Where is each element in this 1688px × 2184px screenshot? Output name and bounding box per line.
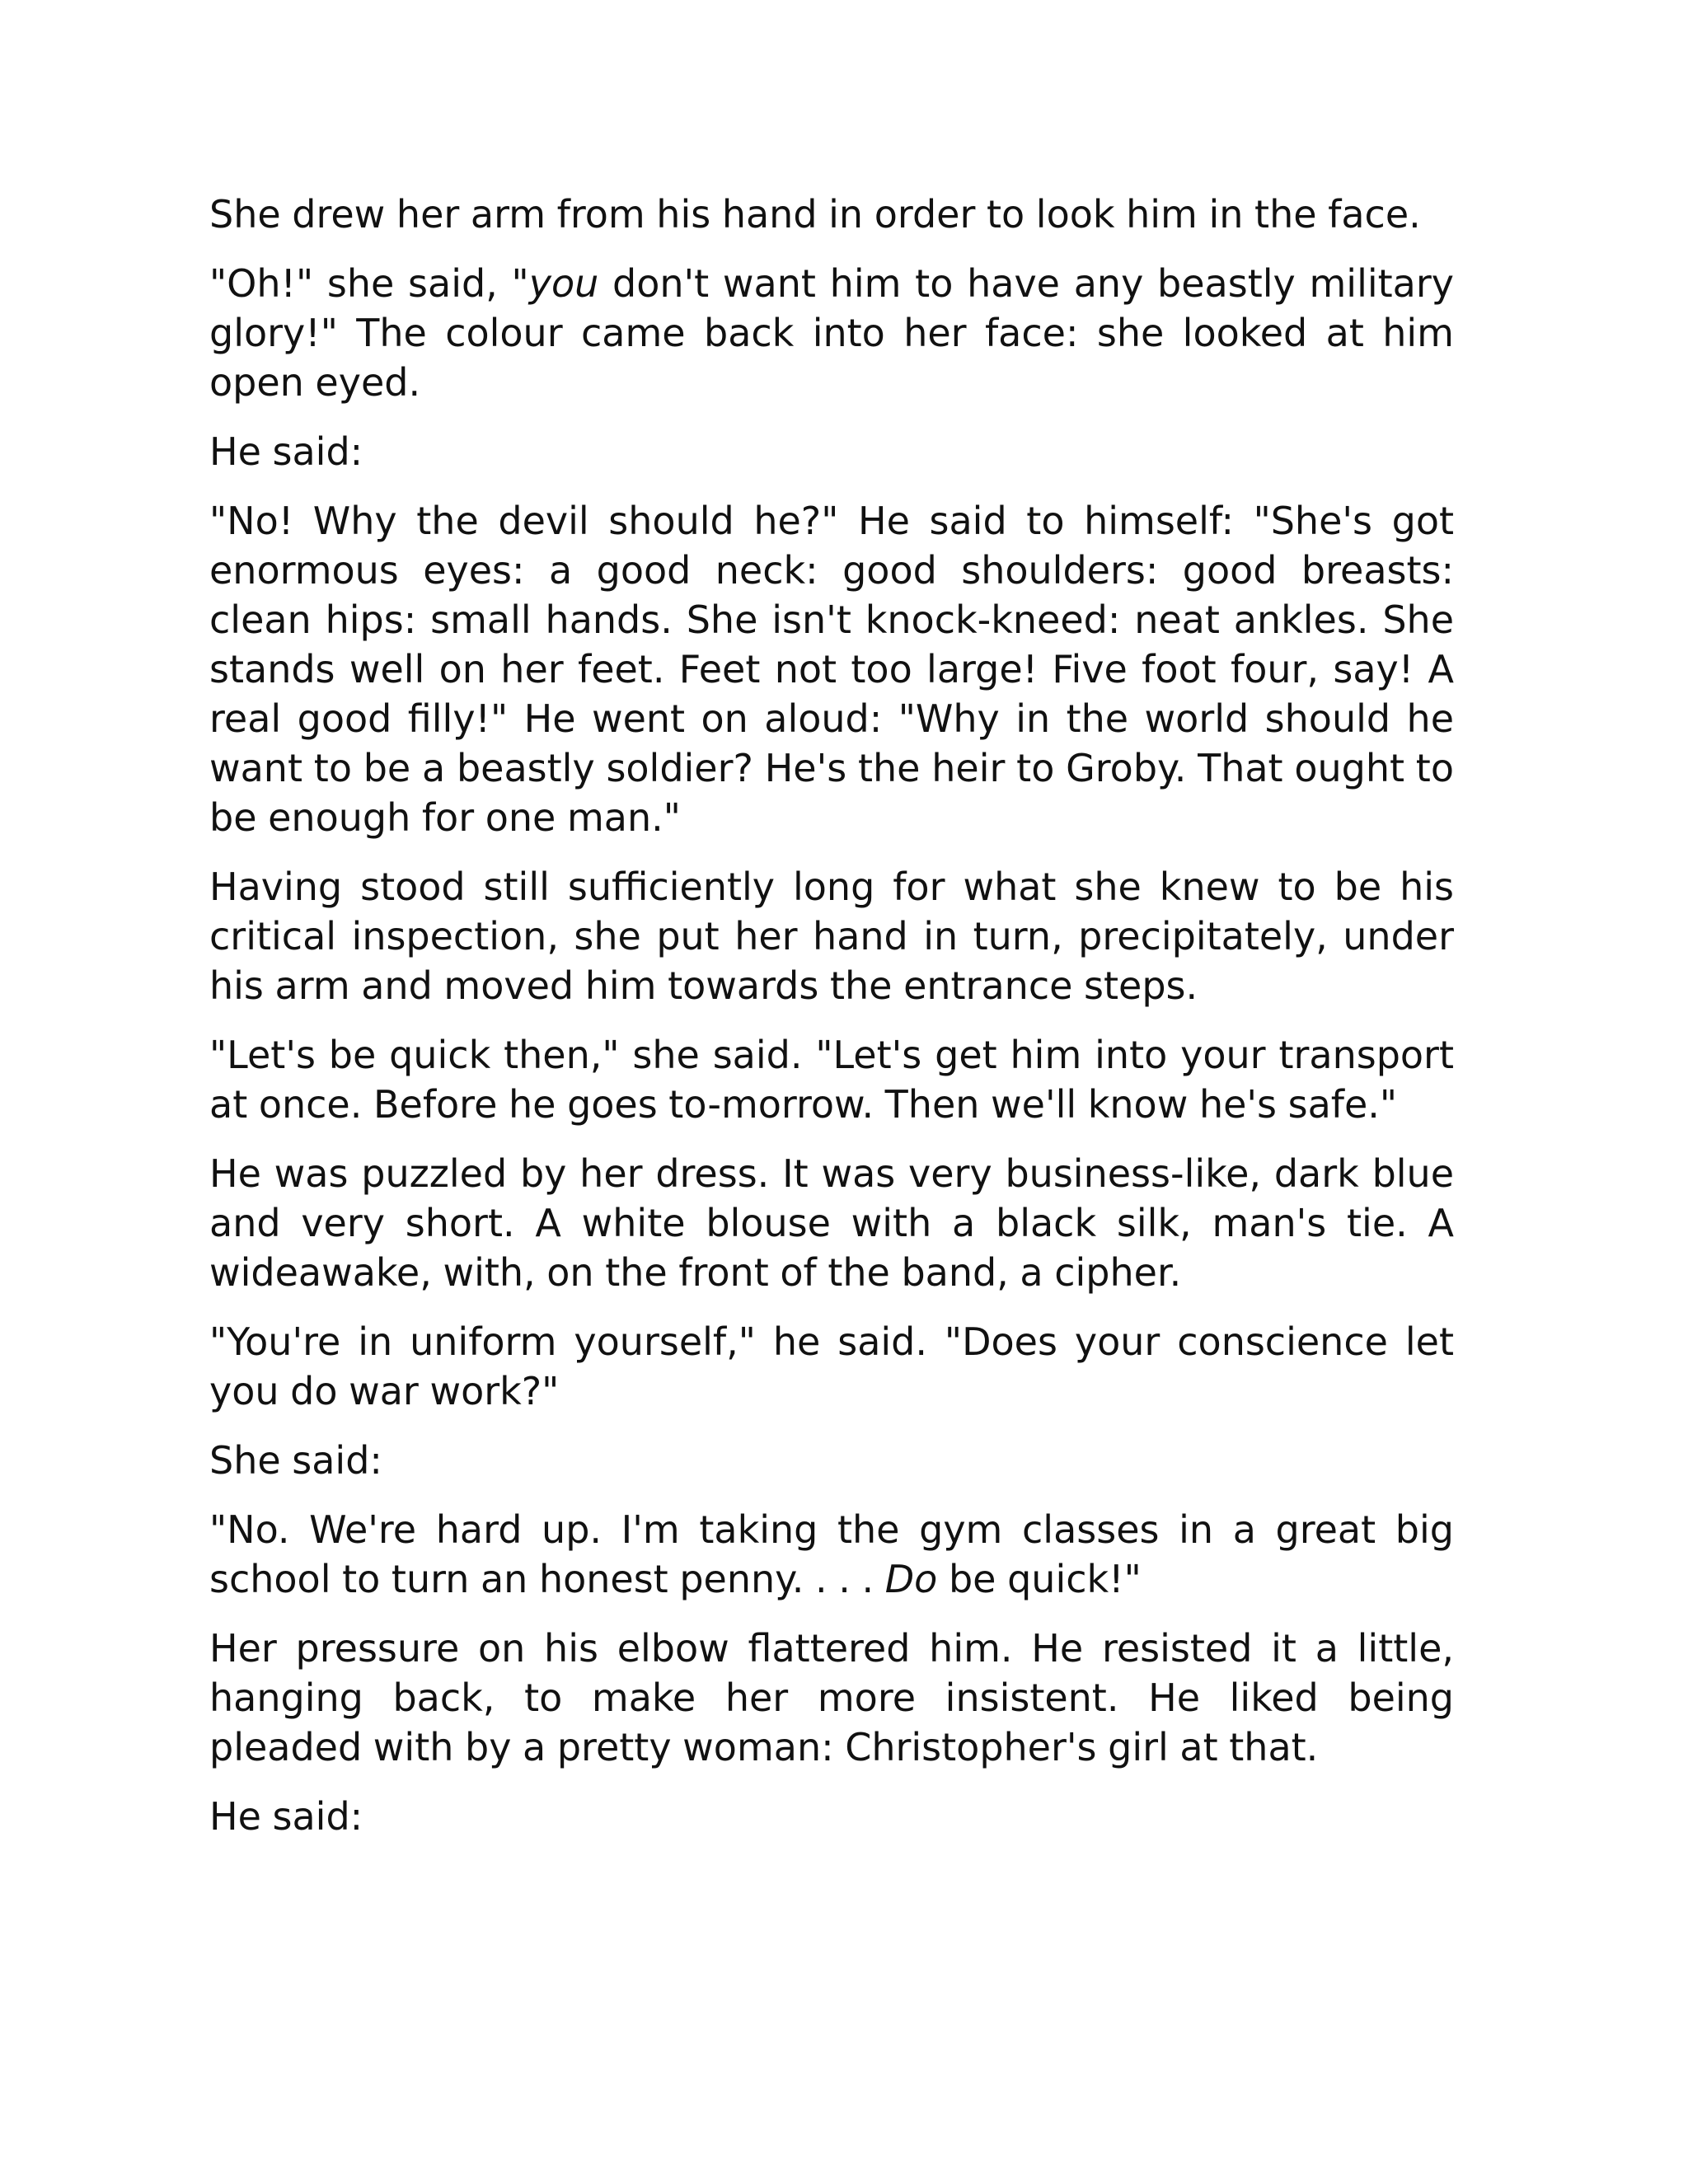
emphasis-text: you bbox=[528, 261, 599, 306]
paragraph bbox=[209, 1505, 1454, 1604]
paragraph-text: don't want him to have any beastly military glory!" The colour came back into her face: she looked at him open eyed. bbox=[209, 261, 1454, 405]
paragraph-text: She drew her arm from his hand in order to look him in the face. bbox=[209, 192, 1421, 237]
paragraph bbox=[209, 1149, 1454, 1297]
paragraph-text: be quick!" bbox=[937, 1557, 1142, 1601]
paragraph-text: "Let's be quick then," she said. "Let's get him into your transport at once. Before he goes to-morrow. Then we'll know he's safe." bbox=[209, 1033, 1454, 1127]
paragraph bbox=[209, 496, 1454, 842]
paragraph-text: He was puzzled by her dress. It was very business-like, dark blue and very short. A white blouse with a black silk, man's tie. A wideawake, with, on the front of the band, a cipher. bbox=[209, 1151, 1454, 1295]
paragraph bbox=[209, 1030, 1454, 1129]
paragraph bbox=[209, 1317, 1454, 1416]
paragraph bbox=[209, 427, 1454, 476]
body-text bbox=[209, 190, 1454, 1861]
paragraph-text: "You're in uniform yourself," he said. "Does your conscience let you do war work?" bbox=[209, 1319, 1454, 1413]
paragraph bbox=[209, 862, 1454, 1010]
paragraph bbox=[209, 259, 1454, 407]
paragraph-text: He said: bbox=[209, 429, 363, 474]
paragraph-text: Her pressure on his elbow flattered him. He resisted it a little, hanging back, to make her more insistent. He liked being pleaded with by a pretty woman: Christopher's girl at that. bbox=[209, 1626, 1454, 1769]
paragraph bbox=[209, 1792, 1454, 1841]
paragraph-text: "No! Why the devil should he?" He said to himself: "She's got enormous eyes: a good neck: good shoulders: good breasts: clean hips: small hands. She isn't knock-kneed: neat ankles. She stands well on her feet. Feet not too large! Five foot four, say! A real good filly!" He went on aloud: "Why in the world should he want to be a beastly soldier? He's the heir to Groby. That ought to be enough for one man." bbox=[209, 499, 1454, 840]
paragraph-text: She said: bbox=[209, 1438, 382, 1483]
paragraph-text: He said: bbox=[209, 1794, 363, 1839]
paragraph bbox=[209, 190, 1454, 239]
paragraph-text: Having stood still sufficiently long for what she knew to be his critical inspection, she put her hand in turn, precipitately, under his arm and moved him towards the entrance steps. bbox=[209, 865, 1454, 1008]
paragraph bbox=[209, 1624, 1454, 1772]
paragraph bbox=[209, 1436, 1454, 1485]
paragraph-text: "Oh!" she said, " bbox=[209, 261, 529, 306]
paragraph-text: "No. We're hard up. I'm taking the gym classes in a great big school to turn an honest penny. . . . bbox=[209, 1507, 1454, 1601]
emphasis-text: Do bbox=[884, 1557, 938, 1601]
